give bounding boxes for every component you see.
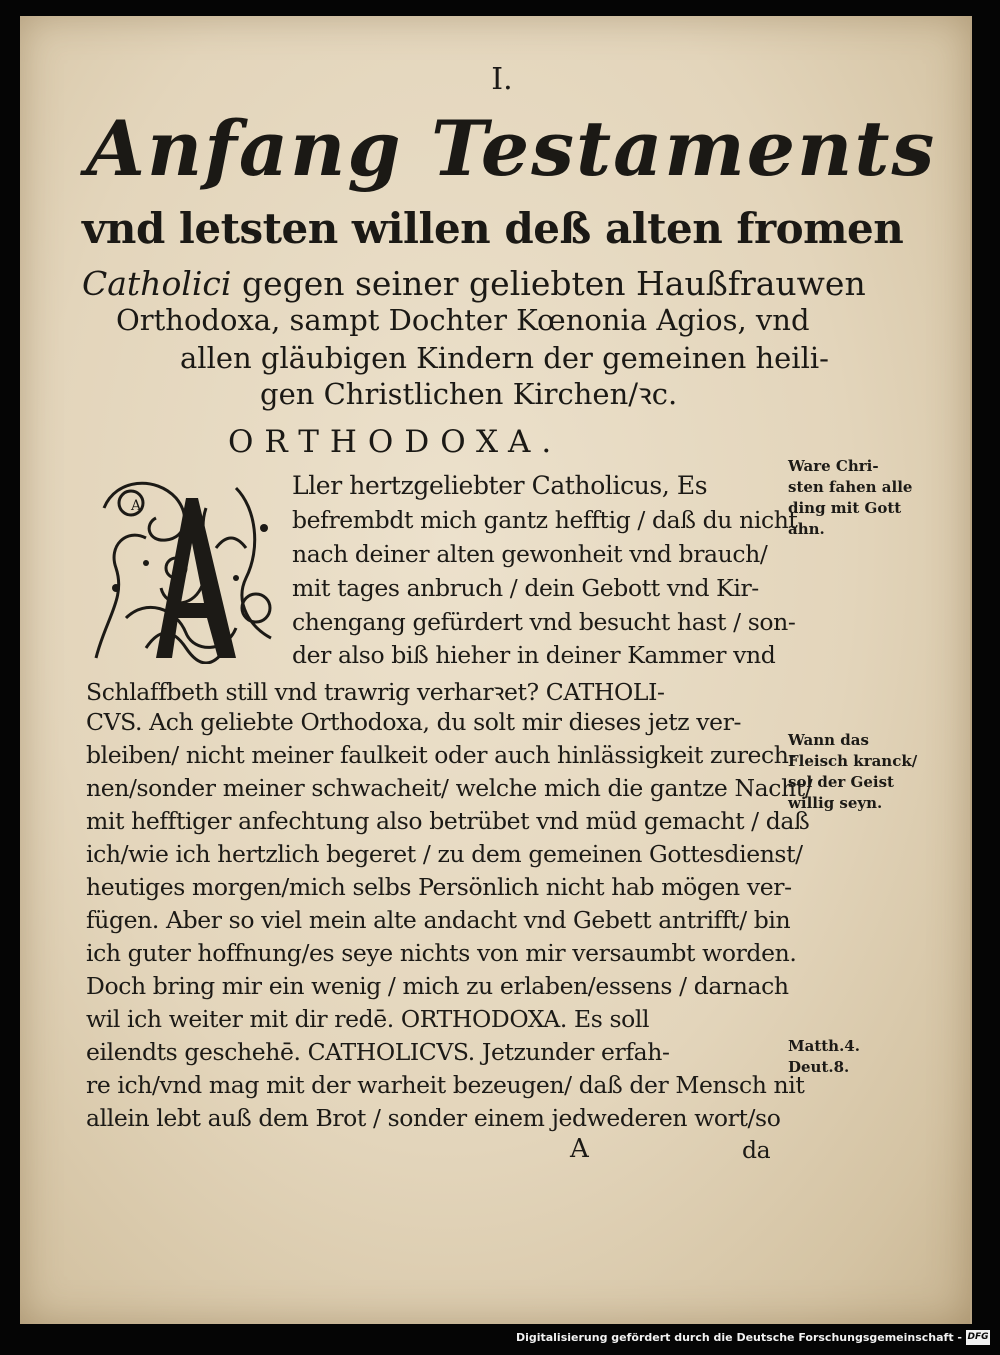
marginal-note-line: Fleisch kranck/ [788,752,918,770]
svg-text:A: A [131,498,142,514]
speaker-heading: ORTHODOXA. [228,424,563,460]
title-line-3 [82,264,866,303]
body-line: allein lebt auß dem Brot / sonder einem jedwederen wort/so [86,1104,781,1132]
dfg-logo: DFG [966,1330,990,1345]
title-line-2: vnd letsten willen deß alten fromen [82,204,904,253]
body-line: Schlaffbeth still vnd trawrig verharꝛet? CATHOLI- [86,678,665,706]
signature-mark: A [570,1134,589,1164]
marginal-note-line: sten fahen alle [788,478,913,496]
body-line: re ich/vnd mag mit der warheit bezeugen/ daß der Mensch nit [86,1071,805,1099]
title-line-4: Orthodoxa, sampt Dochter Kœnonia Agios, vnd [116,303,810,337]
marginal-note [788,730,917,814]
page-number: I. [491,62,513,97]
body-line: nach deiner alten gewonheit vnd brauch/ [292,540,768,568]
title-line-1: Anfang Testaments [86,104,937,193]
book-page [20,16,972,1324]
marginal-note-line: Wann das [788,731,869,749]
funding-credit: Digitalisierung gefördert durch die Deutsche Forschungsgemeinschaft - [515,1331,962,1344]
marginal-note-line: Matth.4. [788,1037,860,1055]
body-line: eilendts geschehē. CATHOLICVS. Jetzunder erfah- [86,1038,670,1066]
body-line: der also biß hieher in deiner Kammer vnd [292,641,776,669]
body-line: ich guter hoffnung/es seye nichts von mir versaumbt worden. [86,939,797,967]
body-line: Ller hertzgeliebter Catholicus, Es [292,471,708,500]
marginal-note [788,1036,860,1078]
marginal-note [788,456,912,540]
body-line: Doch bring mir ein wenig / mich zu erlaben/essens / darnach [86,972,789,1000]
body-line: ich/wie ich hertzlich begeret / zu dem gemeinen Gottesdienst/ [86,840,803,868]
marginal-note-line: ahn. [788,520,825,538]
marginal-note-line: sol der Geist [788,773,894,791]
title-latin-name: Catholici [82,264,232,303]
body-line: heutiges morgen/mich selbs Persönlich nicht hab mögen ver- [86,873,792,901]
title-line-3-rest: gegen seiner geliebten Haußfrauwen [231,264,866,303]
title-line-6: gen Christlichen Kirchen/ꝛc. [260,377,678,411]
catchword: da [742,1136,771,1164]
body-line: CVS. Ach geliebte Orthodoxa, du solt mir dieses jetz ver- [86,708,742,736]
title-line-5: allen gläubigen Kindern der gemeinen heili- [180,341,829,375]
decorated-initial [86,468,286,664]
marginal-note-line: ding mit Gott [788,499,902,517]
marginal-note-line: Deut.8. [788,1058,850,1076]
body-line: mit tages anbruch / dein Gebott vnd Kir- [292,574,759,602]
body-line: nen/sonder meiner schwacheit/ welche mich die gantze Nacht/ [86,774,813,802]
body-line: bleiben/ nicht meiner faulkeit oder auch hinlässigkeit zurech- [86,741,797,769]
marginal-note-line: Ware Chri- [788,457,879,475]
body-line: fügen. Aber so viel mein alte andacht vnd Gebett antrifft/ bin [86,906,791,934]
marginal-note-line: willig seyn. [788,794,883,812]
body-line: befrembdt mich gantz hefftig / daß du nicht [292,506,798,534]
body-line: mit hefftiger anfechtung also betrübet vnd müd gemacht / daß [86,807,810,835]
body-line: chengang gefürdert vnd besucht hast / son- [292,608,796,636]
body-line: wil ich weiter mit dir redē. ORTHODOXA. Es soll [86,1005,650,1033]
